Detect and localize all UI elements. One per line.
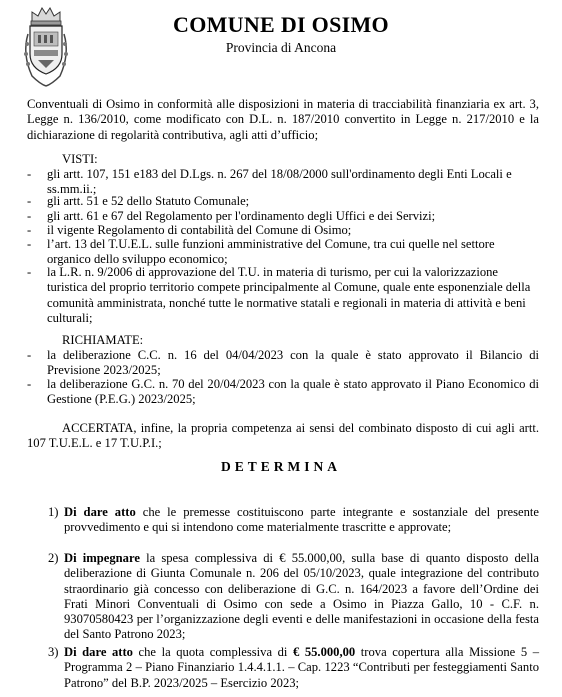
- determina-heading: DETERMINA: [220, 459, 341, 474]
- list-bullet: -: [27, 348, 32, 362]
- item-body: che le premesse costituiscono parte integrante e sostanziale del presente provvedimento e qui si intendono come materialmente trascritte e approvate;: [64, 505, 540, 535]
- item-bold: Di impegnare: [64, 551, 140, 565]
- list-bullet: -: [27, 209, 32, 223]
- list-item-text: gli artt. 61 e 67 del Regolamento per l'ordinamento degli Uffici e dei Servizi;: [47, 209, 436, 223]
- item-text: [64, 505, 539, 536]
- list-bullet: -: [27, 167, 32, 181]
- richiamate-heading: RICHIAMATE:: [62, 333, 144, 347]
- item-number: 3): [48, 645, 59, 659]
- item-number: 1): [48, 505, 59, 519]
- item-body: la spesa complessiva di € 55.000,00, sulla base di quanto disposto della deliberazione di Giunta Comunale n. 206 del 05/10/2023, quale integrazione del contributo straordinario già concesso con deliberazione di G.C. n. 164/2023 a favore dell’Ordine dei Frati Minori Conventuali di Osimo con sede a Osimo in Piazza Gallo, 10 - C.F. n. 93070580423 per l’organizzazione degli eventi e delle manifestazioni in occasione della festa del Santo Patrono 2023;: [64, 551, 539, 642]
- list-item: [27, 194, 539, 210]
- list-bullet: -: [27, 237, 32, 251]
- list-item-text: la deliberazione G.C. n. 70 del 20/04/2023 con la quale è stato approvato il Piano Economico di Gestione (P.E.G.) 2023/2025;: [47, 377, 539, 407]
- item-text: [64, 645, 539, 691]
- list-item: [27, 265, 539, 327]
- item-number: 2): [48, 551, 59, 565]
- list-item: [27, 237, 539, 268]
- list-item: [27, 505, 539, 539]
- visti-heading: VISTI:: [62, 152, 98, 166]
- list-item: [27, 551, 539, 642]
- list-item: [27, 645, 539, 695]
- accertata-paragraph: ACCERTATA, infine, la propria competenza ai sensi del combinato disposto di cui agli artt. 107 T.U.E.L. e 17 T.U.P.I.;: [27, 421, 539, 451]
- list-item-text: la L.R. n. 9/2006 di approvazione del T.U. in materia di turismo, per cui la valorizzazione turistica del proprio territorio compete principalmente al Comune, quale ente esponenziale della comunità amministrata, nonché tutte le normative statali e regionali in materia di attività e beni culturali;: [47, 265, 531, 325]
- item-amount: € 55.000,00: [292, 645, 356, 659]
- list-bullet: -: [27, 377, 32, 391]
- item-body: che la quota complessiva di: [132, 645, 293, 659]
- list-item-text: il vigente Regolamento di contabilità del Comune di Osimo;: [47, 223, 352, 237]
- list-item-text: gli artt. 51 e 52 dello Statuto Comunale;: [47, 194, 250, 208]
- list-item-text: l’art. 13 del T.U.E.L. sulle funzioni amministrative del Comune, tra cui quelle nel settore organico dello sviluppo economico;: [47, 237, 495, 267]
- list-item-text: la deliberazione C.C. n. 16 del 04/04/2023 con la quale è stato approvato il Bilancio di Previsione 2023/2025;: [47, 348, 539, 378]
- item-body-cont: trova copertura alla Missione 5 – Programma 2 – Piano Finanziario 1.4.4.1.1. – Cap. 1223 “Contributi per festeggiamenti Santo Patrono” del B.P. 2023/2025 – Esercizio 2023;: [64, 645, 539, 690]
- page-subtitle: Provincia di Ancona: [225, 40, 337, 55]
- list-bullet: -: [27, 194, 32, 208]
- list-item: [27, 377, 539, 408]
- list-item-text: gli artt. 107, 151 e183 del D.Lgs. n. 267 del 18/08/2000 sull'ordinamento degli Enti Locali e ss.mm.ii.;: [47, 167, 512, 197]
- item-text: [64, 551, 539, 643]
- list-item: [27, 348, 539, 379]
- item-bold: Di dare atto: [64, 505, 136, 519]
- item-bold: Di dare atto: [64, 645, 133, 659]
- list-bullet: -: [27, 223, 32, 237]
- page-title: COMUNE DI OSIMO: [173, 12, 389, 37]
- intro-paragraph: Conventuali di Osimo in conformità alle disposizioni in materia di tracciabilità finanziaria ex art. 3, Legge n. 136/2010, come modificato con D.L. n. 187/2010 convertito in Legge n. 217/2010 e la dichiarazione di regolarità contributiva, agli atti d’ufficio;: [27, 97, 539, 142]
- list-bullet: -: [27, 265, 32, 279]
